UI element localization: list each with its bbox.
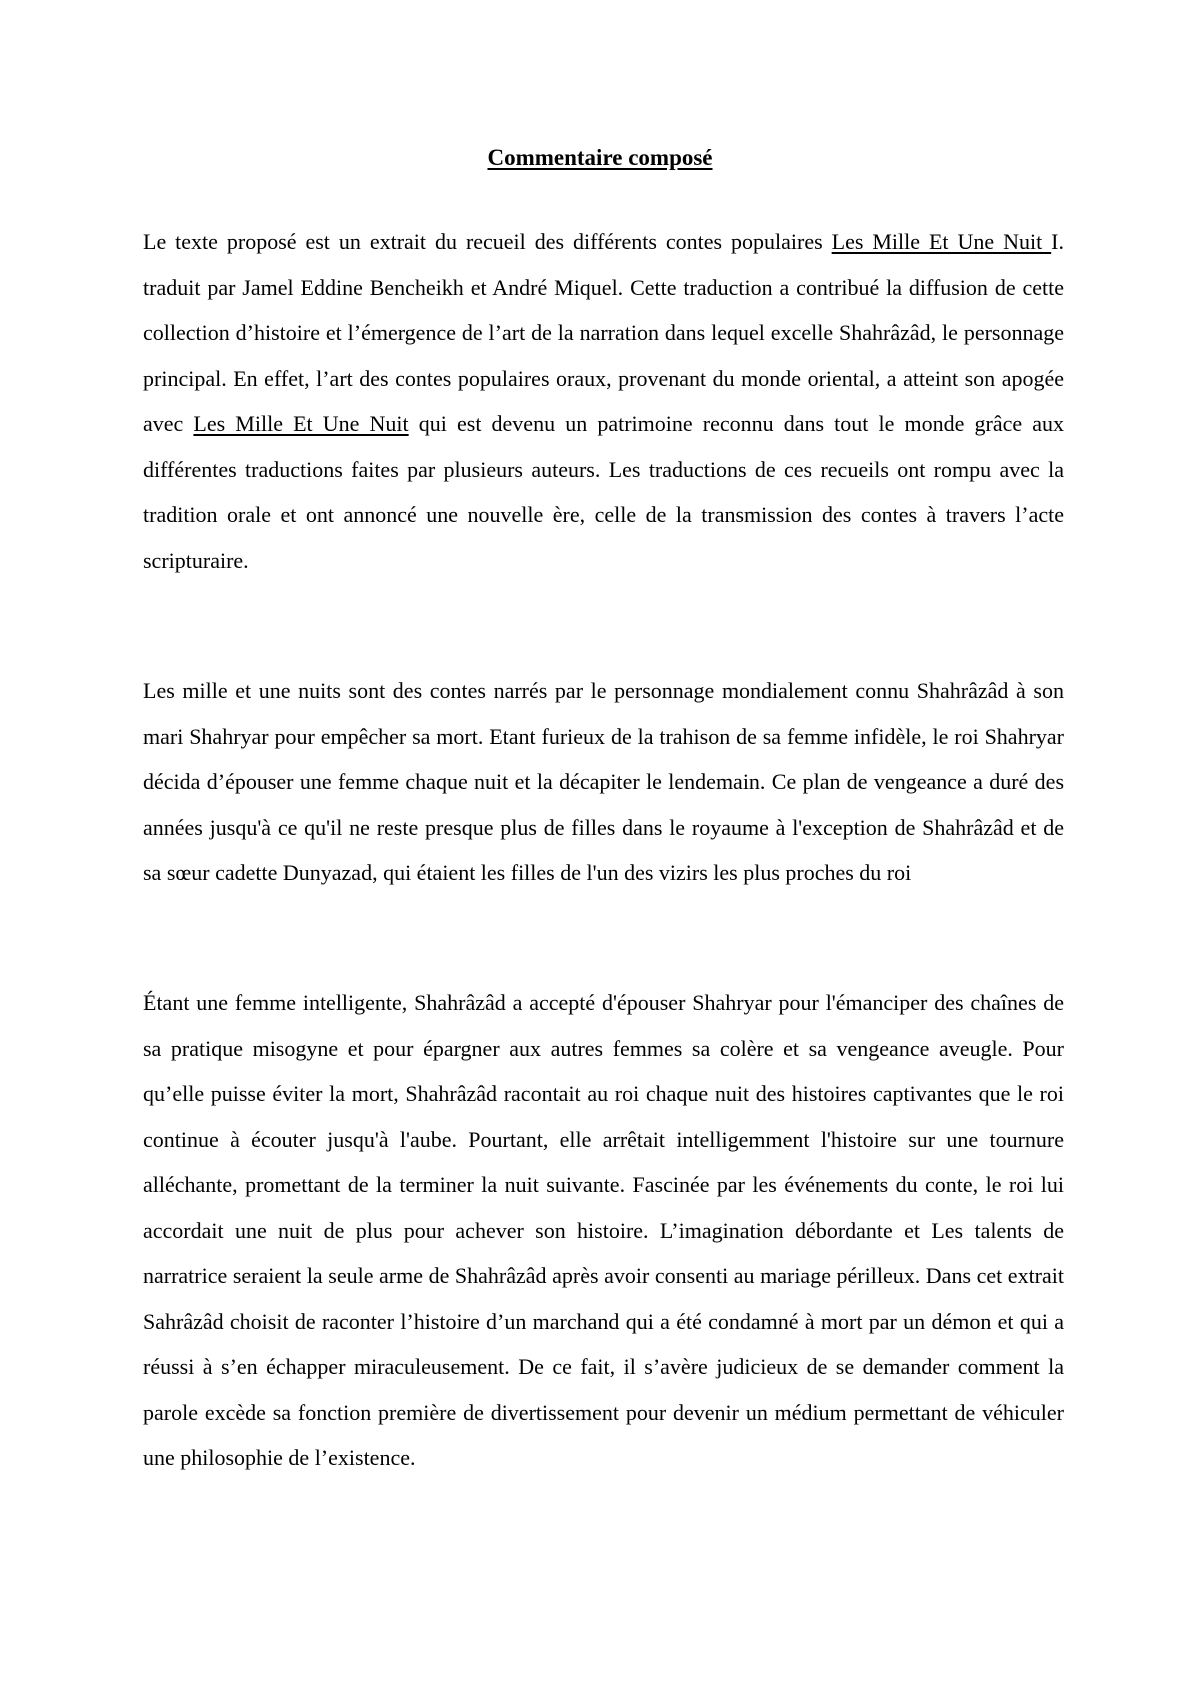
paragraph-introduction — [143, 219, 1064, 583]
paragraph-1-segment-1: Le texte proposé est un extrait du recueil des différents contes populaires — [143, 229, 832, 254]
book-title-reference: Les Mille Et Une Nuit — [193, 411, 409, 436]
paragraph-1-segment-3: I. traduit par Jamel Eddine Bencheikh et André Miquel. Cette traduction a contribué la diffusion de cette collection d’histoire et l’émergence de l’art de la narration dans lequel excelle Shahrâzâd, le personnage principal. En effet, l’art des contes populaires oraux, provenant du monde oriental, a atteint son apogée avec — [143, 229, 1064, 436]
paragraph-2-text: Les mille et une nuits sont des contes narrés par le personnage mondialement connu Shahrâzâd à son mari Shahryar pour empêcher sa mort. Etant furieux de la trahison de sa femme infidèle, le roi Shahryar décida d’épouser une femme chaque nuit et la décapiter le lendemain. Ce plan de vengeance a duré des années jusqu'à ce qu'il ne reste presque plus de filles dans le royaume à l'exception de Shahrâzâd et de sa sœur cadette Dunyazad, qui étaient les filles de l'un des vizirs les plus proches du roi — [143, 678, 1064, 885]
paragraph-problematic — [143, 980, 1064, 1481]
document-title — [0, 144, 1200, 172]
book-title-reference: Les Mille Et Une Nuit — [831, 229, 1052, 254]
paragraph-1-segment-5: qui est devenu un patrimoine reconnu dans tout le monde grâce aux différentes traductions faites par plusieurs auteurs. Les traductions de ces recueils ont rompu avec la tradition orale et ont annoncé une nouvelle ère, celle de la transmission des contes à travers l’acte scripturaire. — [143, 411, 1064, 573]
document-title-text: Commentaire composé — [487, 145, 713, 170]
paragraph-3-text: Étant une femme intelligente, Shahrâzâd a accepté d'épouser Shahryar pour l'émanciper des chaînes de sa pratique misogyne et pour épargner aux autres femmes sa colère et sa vengeance aveugle. Pour qu’elle puisse éviter la mort, Shahrâzâd racontait au roi chaque nuit des histoires captivantes que le roi continue à écouter jusqu'à l'aube. Pourtant, elle arrêtait intelligemment l'histoire sur une tournure alléchante, promettant de la terminer la nuit suivante. Fascinée par les événements du conte, le roi lui accordait une nuit de plus pour achever son histoire. L’imagination débordante et Les talents de narratrice seraient la seule arme de Shahrâzâd après avoir consenti au mariage périlleux. Dans cet extrait Sahrâzâd choisit de raconter l’histoire d’un marchand qui a été condamné à mort par un démon et qui a réussi à s’en échapper miraculeusement. De ce fait, il s’avère judicieux de se demander comment la parole excède sa fonction première de divertissement pour devenir un médium permettant de véhiculer une philosophie de l’existence. — [143, 990, 1064, 1470]
paragraph-context — [143, 668, 1064, 896]
